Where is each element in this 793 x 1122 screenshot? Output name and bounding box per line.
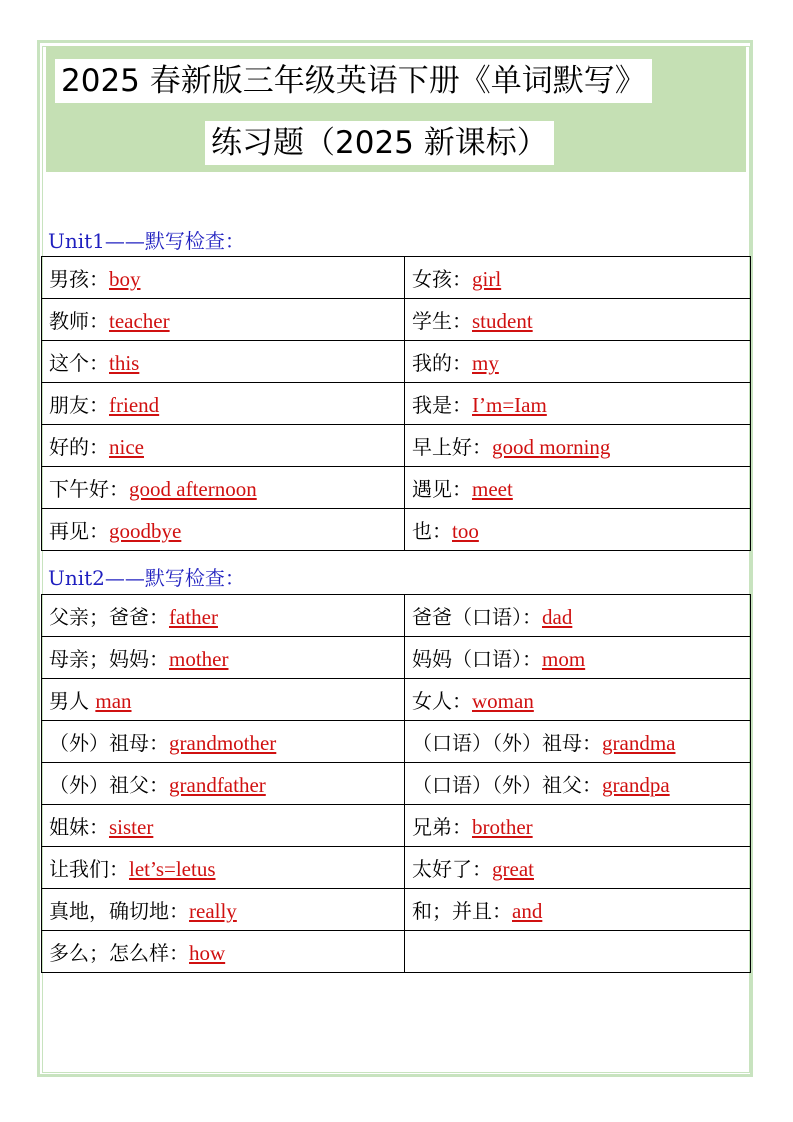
chinese-label: （口语）（外）祖父： <box>412 773 602 797</box>
chinese-label: 我的： <box>412 351 472 375</box>
english-answer: I’m=Iam <box>472 393 547 417</box>
chinese-label: 女人： <box>412 689 472 713</box>
chinese-label: （外）祖父： <box>49 773 169 797</box>
chinese-label: 母亲；妈妈： <box>49 647 169 671</box>
english-answer: girl <box>472 267 502 291</box>
vocab-cell <box>42 595 405 637</box>
chinese-label: 学生： <box>412 309 472 333</box>
vocab-cell <box>405 257 751 299</box>
vocab-cell <box>405 509 751 551</box>
english-answer: woman <box>472 689 534 713</box>
table-row <box>42 467 751 509</box>
unit2-heading: Unit2——默写检查： <box>48 566 245 590</box>
table-row <box>42 257 751 299</box>
vocab-cell <box>405 805 751 847</box>
unit1-table <box>41 256 751 551</box>
vocab-cell <box>42 637 405 679</box>
chinese-label: 这个： <box>49 351 109 375</box>
vocab-cell <box>405 721 751 763</box>
english-answer: grandfather <box>169 773 266 797</box>
vocab-cell <box>42 679 405 721</box>
vocab-cell <box>405 847 751 889</box>
english-answer: good afternoon <box>129 477 257 501</box>
chinese-label: （口语）（外）祖母： <box>412 731 602 755</box>
vocab-cell <box>42 931 405 973</box>
chinese-label: 好的： <box>49 435 109 459</box>
english-answer: dad <box>542 605 573 629</box>
english-answer: great <box>492 857 534 881</box>
vocab-cell <box>42 257 405 299</box>
english-answer: father <box>169 605 218 629</box>
vocab-cell <box>405 931 751 973</box>
table-row <box>42 763 751 805</box>
chinese-label: 兄弟： <box>412 815 472 839</box>
chinese-label: 再见： <box>49 519 109 543</box>
english-answer: mother <box>169 647 229 671</box>
chinese-label: 也： <box>412 519 452 543</box>
vocab-cell <box>405 889 751 931</box>
vocab-cell <box>42 763 405 805</box>
english-answer: friend <box>109 393 160 417</box>
vocab-cell <box>42 383 405 425</box>
table-row <box>42 847 751 889</box>
english-answer: boy <box>109 267 141 291</box>
english-answer: student <box>472 309 533 333</box>
table-row <box>42 931 751 973</box>
chinese-label: 男人 <box>49 689 96 713</box>
english-answer: good morning <box>492 435 611 459</box>
vocab-cell <box>405 341 751 383</box>
table-row <box>42 509 751 551</box>
vocab-cell <box>405 637 751 679</box>
english-answer: teacher <box>109 309 170 333</box>
vocab-cell <box>42 299 405 341</box>
chinese-label: 女孩： <box>412 267 472 291</box>
vocab-cell <box>405 425 751 467</box>
chinese-label: 教师： <box>49 309 109 333</box>
english-answer: grandmother <box>169 731 277 755</box>
english-answer: too <box>452 519 479 543</box>
vocab-cell <box>42 847 405 889</box>
title-line-1: 2025 春新版三年级英语下册《单词默写》 <box>55 59 652 103</box>
vocab-cell <box>42 467 405 509</box>
chinese-label: 妈妈（口语）： <box>412 647 542 671</box>
vocab-cell <box>42 805 405 847</box>
vocab-cell <box>405 467 751 509</box>
vocab-cell <box>405 763 751 805</box>
table-row <box>42 383 751 425</box>
chinese-label: 我是： <box>412 393 472 417</box>
english-answer: my <box>472 351 499 375</box>
chinese-label: 真地，确切地： <box>49 899 189 923</box>
english-answer: grandma <box>602 731 676 755</box>
chinese-label: 下午好： <box>49 477 129 501</box>
chinese-label: 早上好： <box>412 435 492 459</box>
english-answer: mom <box>542 647 586 671</box>
vocab-cell <box>42 425 405 467</box>
english-answer: brother <box>472 815 533 839</box>
vocab-cell <box>405 383 751 425</box>
table-row <box>42 637 751 679</box>
english-answer: grandpa <box>602 773 670 797</box>
vocab-cell <box>42 721 405 763</box>
vocab-cell <box>405 595 751 637</box>
english-answer: this <box>109 351 140 375</box>
table-row <box>42 595 751 637</box>
chinese-label: 男孩： <box>49 267 109 291</box>
vocab-cell <box>42 341 405 383</box>
unit2-table <box>41 594 751 973</box>
english-answer: how <box>189 941 226 965</box>
chinese-label: 父亲；爸爸： <box>49 605 169 629</box>
table-row <box>42 425 751 467</box>
chinese-label: 多么；怎么样： <box>49 941 189 965</box>
vocab-cell <box>405 299 751 341</box>
vocab-cell <box>405 679 751 721</box>
table-row <box>42 341 751 383</box>
table-row <box>42 805 751 847</box>
english-answer: let’s=letus <box>129 857 216 881</box>
chinese-label: （外）祖母： <box>49 731 169 755</box>
english-answer: sister <box>109 815 154 839</box>
vocab-cell <box>42 509 405 551</box>
chinese-label: 和；并且： <box>412 899 512 923</box>
chinese-label: 遇见： <box>412 477 472 501</box>
chinese-label: 爸爸（口语）： <box>412 605 542 629</box>
table-row <box>42 679 751 721</box>
chinese-label: 让我们： <box>49 857 129 881</box>
chinese-label: 太好了： <box>412 857 492 881</box>
english-answer: meet <box>472 477 513 501</box>
table-row <box>42 299 751 341</box>
table-row <box>42 721 751 763</box>
english-answer: nice <box>109 435 144 459</box>
chinese-label: 姐妹： <box>49 815 109 839</box>
chinese-label: 朋友： <box>49 393 109 417</box>
english-answer: really <box>189 899 237 923</box>
english-answer: and <box>512 899 543 923</box>
english-answer: goodbye <box>109 519 182 543</box>
vocab-cell <box>42 889 405 931</box>
unit1-heading: Unit1——默写检查： <box>48 229 245 253</box>
title-line-2: 练习题（2025 新课标） <box>205 121 554 165</box>
table-row <box>42 889 751 931</box>
english-answer: man <box>95 689 132 713</box>
